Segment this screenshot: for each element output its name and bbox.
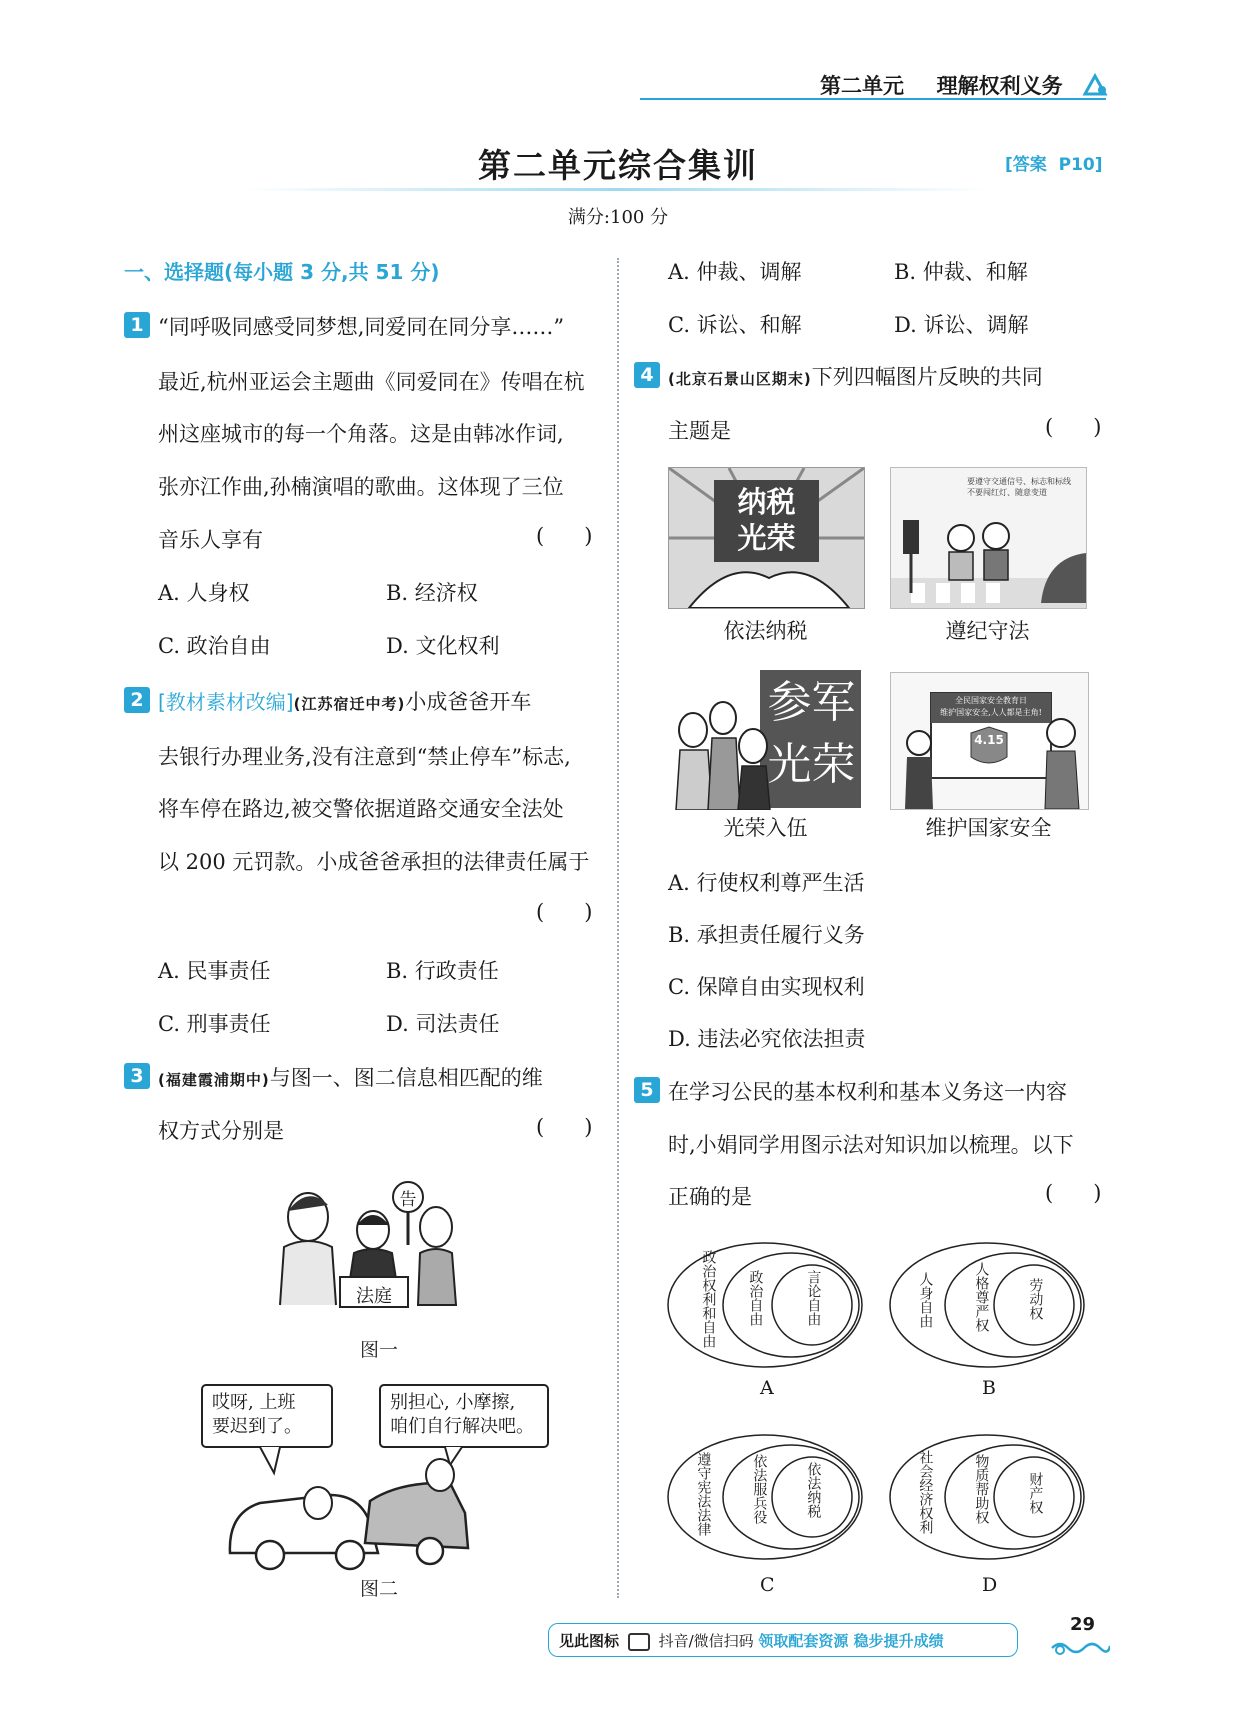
diagram-d-outer: 社会经济权利: [917, 1450, 934, 1534]
q1-line-1: “同呼吸同感受同梦想,同爱同在同分享……”: [158, 315, 565, 339]
answer-tag: [答案 P10]: [1005, 155, 1103, 175]
q2-option-b[interactable]: B. 行政责任: [386, 959, 499, 983]
diagram-a-outer: 政治权利和自由: [700, 1250, 717, 1348]
security-image-text-2: 维护国家安全,人人都是主角!: [940, 708, 1042, 717]
security-image-text-1: 全民国家安全教育日: [955, 696, 1027, 705]
column-divider: [617, 258, 619, 1598]
q4-image-tax-caption: 依法纳税: [723, 619, 808, 643]
q2-tag: [教材素材改编]: [158, 690, 294, 714]
q4-image-army: [668, 668, 863, 810]
q4-option-d[interactable]: D. 违法必究依法担责: [668, 1027, 866, 1051]
q4-image-army-caption: 光荣入伍: [723, 816, 808, 840]
answer-page: P10: [1058, 155, 1095, 175]
q3-line-1: [158, 1062, 543, 1092]
section-title: 一、选择题(每小题 3 分,共 51 分): [124, 260, 440, 284]
q4-answer-blank[interactable]: ( ): [1045, 415, 1102, 439]
tax-image-text-1: 纳税: [737, 485, 796, 519]
q1-line-4: 张亦江作曲,孙楠演唱的歌曲。这体现了三位: [158, 475, 564, 499]
q5-diagram-b: [887, 1240, 1087, 1370]
q3-option-a[interactable]: A. 仲裁、调解: [668, 260, 802, 284]
fig1-sign-text: 告: [399, 1190, 417, 1210]
scan-icon: [628, 1633, 650, 1651]
q2-line-1: [158, 686, 531, 716]
q5-line-1: 在学习公民的基本权利和基本义务这一内容: [668, 1080, 1067, 1104]
q2-source: (江苏宿迁中考): [293, 695, 406, 713]
q3-line-2: 权方式分别是: [158, 1119, 284, 1143]
q4-line-2: 主题是: [668, 419, 731, 443]
q1-answer-blank[interactable]: ( ): [536, 524, 593, 548]
q1-line-3: 州这座城市的每一个角落。这是由韩冰作词,: [158, 422, 564, 446]
q1-option-d[interactable]: D. 文化权利: [386, 634, 500, 658]
header-emblem-icon: [1082, 72, 1108, 98]
q2-line-3: 将车停在路边,被交警依据道路交通安全法处: [158, 797, 564, 821]
header-unit-title: 理解权利义务: [936, 74, 1063, 98]
q5-diagram-c: [665, 1432, 865, 1562]
wave-icon: [1050, 1638, 1110, 1656]
q5-diagram-a: [665, 1240, 865, 1370]
q4-number: 4: [634, 362, 660, 388]
q2-answer-blank[interactable]: ( ): [536, 900, 593, 924]
q3-option-c[interactable]: C. 诉讼、和解: [668, 313, 802, 337]
q4-source: (北京石景山区期末): [668, 370, 812, 388]
q2-option-d[interactable]: D. 司法责任: [386, 1012, 500, 1036]
q5-number: 5: [634, 1077, 660, 1103]
security-image-date: 4.15: [974, 733, 1004, 747]
fig2-bubble-left-line-2: 要迟到了。: [212, 1416, 302, 1437]
tax-image-text-2: 光荣: [737, 521, 796, 555]
q3-option-b[interactable]: B. 仲裁、和解: [894, 260, 1028, 284]
diagram-b-outer: 人身自由: [917, 1272, 934, 1328]
fig2-bubble-left: [212, 1391, 302, 1439]
q4-line-1: [668, 361, 1043, 391]
diagram-b-inner: 劳动权: [1027, 1278, 1044, 1320]
q3-option-d[interactable]: D. 诉讼、调解: [894, 313, 1029, 337]
footer-banner: [548, 1623, 1018, 1657]
footer-app-text: 抖音/微信扫码: [658, 1632, 754, 1650]
page-number: 29: [1070, 1614, 1096, 1635]
q4-image-tax: [668, 467, 865, 609]
q4-image-security: [890, 672, 1089, 810]
q3-number: 3: [124, 1063, 150, 1089]
q2-line-4: 以 200 元罚款。小成爸爸承担的法律责任属于: [158, 850, 590, 874]
q1-line-5: 音乐人享有: [158, 528, 263, 552]
diagram-a-middle: 政治自由: [747, 1270, 764, 1326]
q4-image-security-caption: 维护国家安全: [925, 816, 1052, 840]
q3-text-1: 与图一、图二信息相匹配的维: [269, 1066, 543, 1090]
q4-image-traffic-caption: 遵纪守法: [945, 619, 1030, 643]
diagram-c-middle: 依法服兵役: [751, 1454, 768, 1524]
q1-option-b[interactable]: B. 经济权: [386, 581, 478, 605]
q2-option-c[interactable]: C. 刑事责任: [158, 1012, 271, 1036]
q4-option-c[interactable]: C. 保障自由实现权利: [668, 975, 865, 999]
q4-image-traffic: [890, 467, 1087, 609]
q3-answer-blank[interactable]: ( ): [536, 1115, 593, 1139]
q5-diagram-d: [887, 1432, 1087, 1562]
traffic-image-text-1: 要遵守交通信号、标志和标线: [967, 477, 1071, 486]
q1-option-c[interactable]: C. 政治自由: [158, 634, 271, 658]
q1-number: 1: [124, 312, 150, 338]
diagram-d-label: D: [982, 1574, 998, 1596]
q2-text-1: 小成爸爸开车: [405, 690, 532, 714]
header-rule: [640, 98, 1106, 100]
diagram-d-inner: 财产权: [1027, 1472, 1044, 1514]
diagram-a-inner: 言论自由: [805, 1270, 822, 1326]
header-unit: 第二单元: [820, 74, 904, 98]
fig2-bubble-left-line-1: 哎呀, 上班: [212, 1392, 296, 1413]
q3-figure-1: [268, 1175, 468, 1310]
army-image-text: [764, 672, 859, 796]
diagram-b-label: B: [982, 1377, 996, 1399]
q3-source: (福建霞浦期中): [158, 1071, 270, 1089]
q1-option-a[interactable]: A. 人身权: [158, 581, 250, 605]
running-header: [820, 70, 1063, 100]
title-underline: [245, 188, 990, 191]
traffic-image-text-2: 不要闯红灯、随意变道: [967, 488, 1047, 497]
page-title: 第二单元综合集训: [478, 146, 758, 185]
diagram-d-middle: 物质帮助权: [973, 1454, 990, 1524]
diagram-c-inner: 依法纳税: [805, 1462, 822, 1518]
fig2-bubble-right: [390, 1391, 534, 1439]
q4-option-a[interactable]: A. 行使权利尊严生活: [668, 871, 865, 895]
q4-option-b[interactable]: B. 承担责任履行义务: [668, 923, 865, 947]
diagram-a-label: A: [760, 1377, 774, 1399]
q5-line-2: 时,小娟同学用图示法对知识加以梳理。以下: [668, 1133, 1074, 1157]
full-score: 满分:100 分: [567, 207, 669, 228]
fig1-court-text: 法庭: [356, 1286, 392, 1307]
q3-figure-2: [200, 1383, 550, 1578]
fig1-caption: 图一: [360, 1339, 399, 1361]
q1-line-2: 最近,杭州亚运会主题曲《同爱同在》传唱在杭: [158, 370, 585, 394]
answer-label: 答案: [1012, 155, 1047, 175]
tax-image-text: [714, 484, 819, 556]
diagram-c-outer: 遵守宪法法律: [695, 1452, 712, 1536]
q2-number: 2: [124, 687, 150, 713]
army-image-text-1: 参军: [767, 677, 856, 728]
q5-line-3: 正确的是: [668, 1185, 752, 1209]
fig2-bubble-right-line-2: 咱们自行解决吧。: [390, 1416, 534, 1437]
security-image-text: [931, 695, 1051, 719]
q2-line-2: 去银行办理业务,没有注意到“禁止停车”标志,: [158, 745, 571, 769]
q4-text-1: 下列四幅图片反映的共同: [811, 365, 1043, 389]
q5-answer-blank[interactable]: ( ): [1045, 1181, 1102, 1205]
diagram-c-label: C: [760, 1574, 775, 1596]
fig2-caption: 图二: [360, 1578, 399, 1600]
footer-scan-text: 见此图标: [559, 1632, 620, 1650]
fig2-bubble-right-line-1: 别担心, 小摩擦,: [390, 1392, 516, 1413]
diagram-b-middle: 人格尊严权: [973, 1262, 990, 1332]
army-image-text-2: 光荣: [767, 739, 856, 790]
footer-resource-text: 领取配套资源 稳步提升成绩: [758, 1632, 944, 1650]
q2-option-a[interactable]: A. 民事责任: [158, 959, 271, 983]
